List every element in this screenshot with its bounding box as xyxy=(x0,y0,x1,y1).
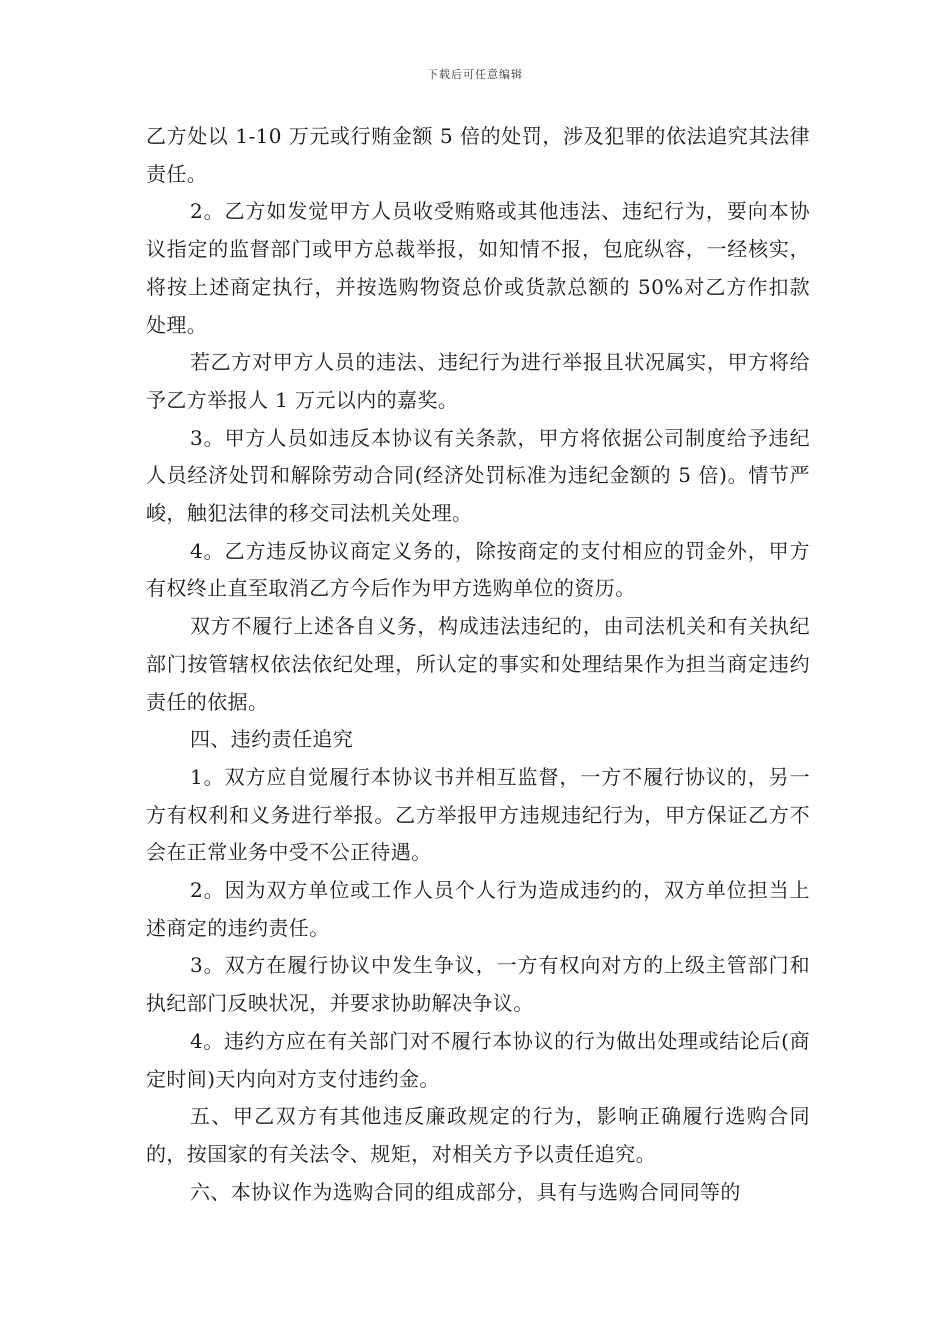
paragraph-5: 4。乙方违反协议商定义务的，除按商定的支付相应的罚金外，甲方有权终止直至取消乙方今后作为甲方选购单位的资历。 xyxy=(146,538,810,601)
document-body xyxy=(146,118,810,1211)
paragraph-4: 3。甲方人员如违反本协议有关条款，甲方将依据公司制度给予违纪人员经济处罚和解除劳动合同(经济处罚标准为违纪金额的 5 倍)。情节严峻，触犯法律的移交司法机关处理。 xyxy=(146,425,810,526)
paragraph-2: 2。乙方如发觉甲方人员收受贿赂或其他违法、违纪行为，要向本协议指定的监督部门或甲方总裁举报，如知情不报，包庇纵容，一经核实，将按上述商定执行，并按选购物资总价或货款总额的 50%对乙方作扣款处理。 xyxy=(146,199,810,337)
paragraph-9: 2。因为双方单位或工作人员个人行为造成违约的，双方单位担当上述商定的违约责任。 xyxy=(146,878,810,940)
page-header: 下载后可任意编辑 xyxy=(427,68,523,81)
section-heading-4: 四、违约责任追究 xyxy=(190,727,354,752)
paragraph-3: 若乙方对甲方人员的违法、违纪行为进行举报且状况属实，甲方将给予乙方举报人 1 万元以内的嘉奖。 xyxy=(146,350,810,412)
paragraph-10: 3。双方在履行协议中发生争议，一方有权向对方的上级主管部门和执纪部门反映状况，并要求协助解决争议。 xyxy=(146,953,810,1016)
paragraph-11: 4。违约方应在有关部门对不履行本协议的行为做出处理或结论后(商定时间)天内向对方支付违约金。 xyxy=(146,1028,810,1091)
paragraph-1: 乙方处以 1-10 万元或行贿金额 5 倍的处罚，涉及犯罪的依法追究其法律责任。 xyxy=(146,124,810,186)
paragraph-8: 1。双方应自觉履行本协议书并相互监督，一方不履行协议的，另一方有权利和义务进行举报。乙方举报甲方违规违纪行为，甲方保证乙方不会在正常业务中受不公正待遇。 xyxy=(146,764,810,865)
section-6-paragraph: 六、本协议作为选购合同的组成部分，具有与选购合同同等的 xyxy=(190,1179,741,1204)
section-5-paragraph: 五、甲乙双方有其他违反廉政规定的行为，影响正确履行选购合同的，按国家的有关法令、规矩，对相关方予以责任追究。 xyxy=(146,1104,810,1166)
paragraph-6: 双方不履行上述各自义务，构成违法违纪的，由司法机关和有关执纪部门按管辖权依法依纪处理，所认定的事实和处理结果作为担当商定违约责任的依据。 xyxy=(146,614,810,714)
